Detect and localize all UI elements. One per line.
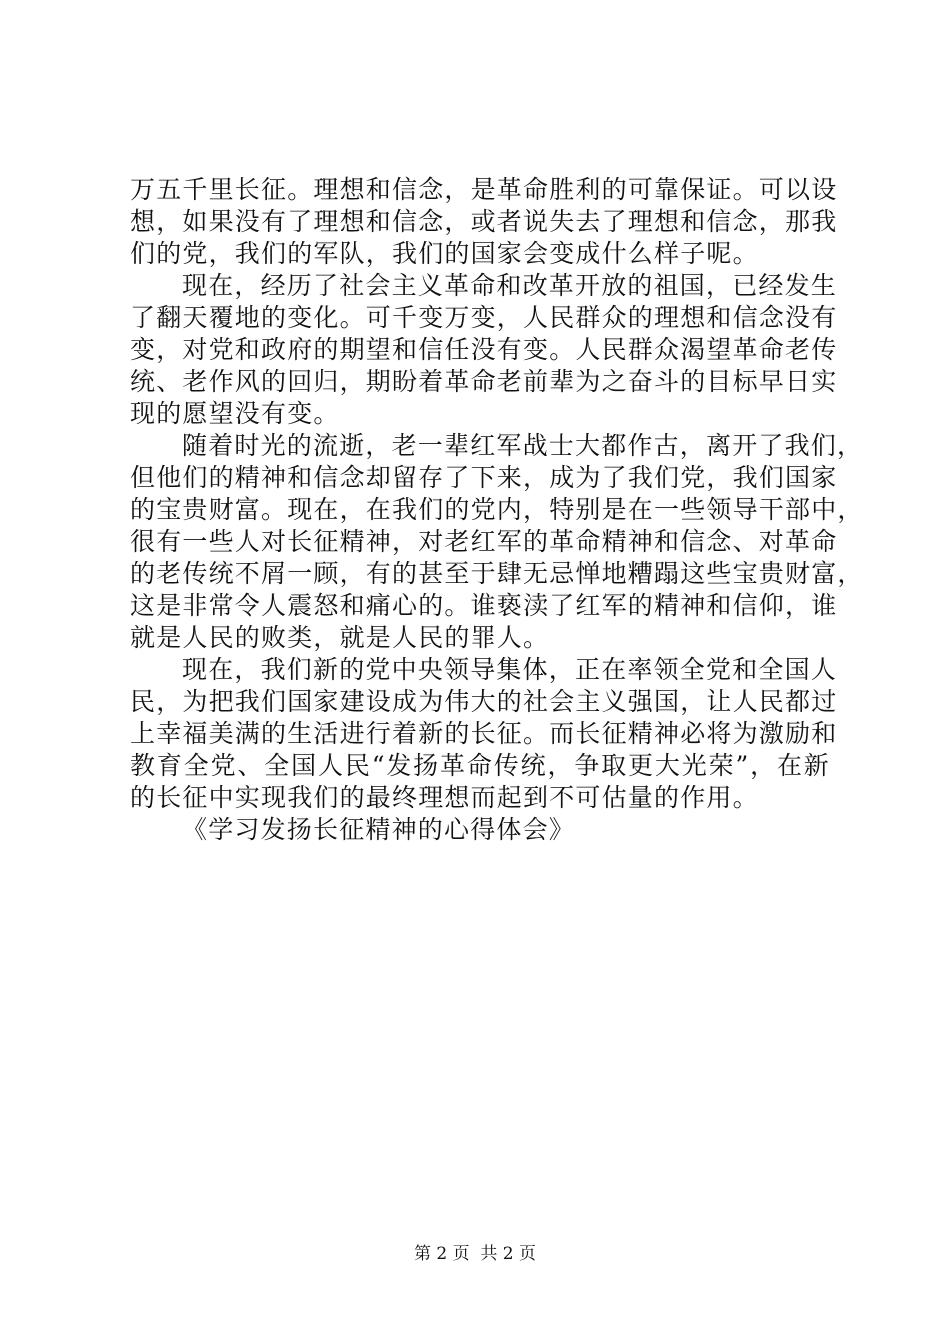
text-line: 了翻天覆地的变化。可千变万变，人民群众的理想和信念没有 <box>130 303 838 332</box>
text-line: 就是人民的败类，就是人民的罪人。 <box>130 623 550 652</box>
text-line: 很有一些人对长征精神，对老红军的革命精神和信念、对革命 <box>130 527 838 556</box>
text-line: 教育全党、全国人民“发扬革命传统，争取更大光荣”，在新 <box>130 751 830 780</box>
text-line: 民，为把我们国家建设成为伟大的社会主义强国，让人民都过 <box>130 687 838 716</box>
text-line: 统、老作风的回归，期盼着革命老前辈为之奋斗的目标早日实 <box>130 367 838 396</box>
text-line: 现在，经历了社会主义革命和改革开放的祖国，已经发生 <box>182 271 838 300</box>
text-line: 随着时光的流逝，老一辈红军战士大都作古，离开了我们， <box>182 431 864 460</box>
text-line: 的老传统不屑一顾，有的甚至于肆无忌惮地糟蹋这些宝贵财富， <box>130 559 864 588</box>
text-line: 《学习发扬长征精神的心得体会》 <box>182 815 576 844</box>
text-line: 上幸福美满的生活进行着新的长征。而长征精神必将为激励和 <box>130 719 838 748</box>
document-body <box>130 174 864 846</box>
text-line: 变，对党和政府的期望和信任没有变。人民群众渴望革命老传 <box>130 335 838 364</box>
page-footer: 第 2 页 共 2 页 <box>413 1244 537 1264</box>
text-line: 现的愿望没有变。 <box>130 399 340 428</box>
text-line: 这是非常令人震怒和痛心的。谁亵渎了红军的精神和信仰，谁 <box>130 591 838 620</box>
text-line: 的长征中实现我们的最终理想而起到不可估量的作用。 <box>130 783 759 812</box>
text-line: 们的党，我们的军队，我们的国家会变成什么样子呢。 <box>130 239 759 268</box>
text-line: 但他们的精神和信念却留存了下来，成为了我们党，我们国家 <box>130 463 838 492</box>
text-line: 万五千里长征。理想和信念，是革命胜利的可靠保证。可以设 <box>130 175 838 204</box>
text-line: 的宝贵财富。现在，在我们的党内，特别是在一些领导干部中， <box>130 495 864 524</box>
text-line: 想，如果没有了理想和信念，或者说失去了理想和信念，那我 <box>130 207 838 236</box>
text-line: 现在，我们新的党中央领导集体，正在率领全党和全国人 <box>182 655 838 684</box>
